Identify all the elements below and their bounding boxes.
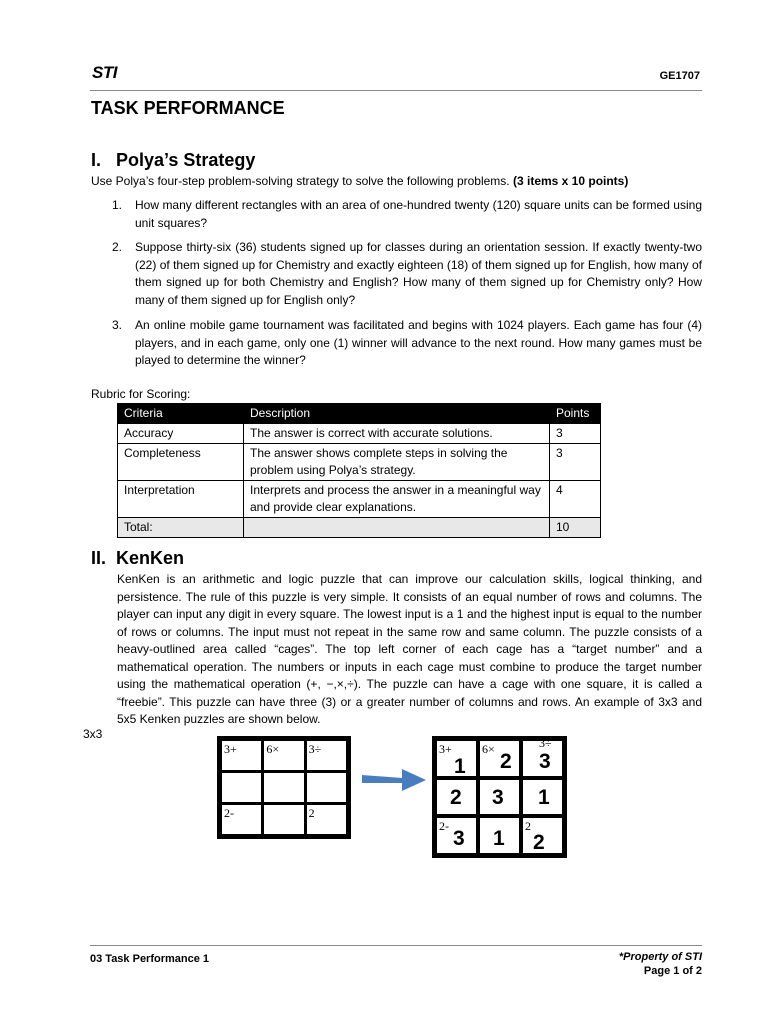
cage-clue: 3÷: [539, 736, 552, 750]
course-code: GE1707: [659, 70, 700, 82]
puzzle-cell: [222, 805, 261, 834]
table-cell: 3: [550, 444, 601, 481]
item-text: How many different rectangles with an area of one-hundred twenty (120) square units can be formed using unit squares?: [135, 198, 702, 230]
table-cell: 4: [550, 481, 601, 518]
intro-text: Use Polya’s four-step problem-solving strategy to solve the following problems.: [91, 174, 510, 188]
solution-value: 3: [492, 785, 504, 809]
cage-clue: 3+: [224, 742, 237, 756]
solution-cell: [437, 741, 476, 776]
section-2-number: II.: [91, 548, 107, 568]
kenken-description: KenKen is an arithmetic and logic puzzle that can improve our calculation skills, logical thinking, and persistence. The rule of this puzzle is very simple. It consists of an equal number of rows and columns. The player can input any digit in every square. The lowest input is a 1 and the highest input is equal to the number of rows or columns. The input must not repeat in the same row and same column. The puzzle consists of a heavy-outlined area called “cages”. The top left corner of each cage has a “target number” and a mathematical operation. The numbers or inputs in each cage must combine to produce the target number using the mathematical operation (+, −,×,÷). The puzzle can have a cage with one square, it is called a “freebie”. This puzzle can have three (3) or a greater number of columns and rows. An example of 3x3 and 5x5 Kenken puzzles are shown below.: [117, 572, 702, 726]
section-1-number: I.: [91, 150, 102, 170]
cage-clue: 3÷: [308, 742, 322, 756]
table-cell: The answer is correct with accurate solutions.: [244, 424, 550, 444]
table-row: [118, 444, 601, 481]
solution-value: 2: [533, 831, 545, 855]
table-cell: Completeness: [118, 444, 244, 481]
cage-clue: 6×: [482, 742, 495, 756]
solution-value: 2: [450, 785, 462, 809]
page-number: Page 1 of 2: [643, 965, 702, 977]
table-cell: 10: [550, 518, 601, 538]
solution-cell: [480, 780, 519, 815]
cage-clue: 6×: [266, 742, 280, 756]
solution-value: 1: [538, 785, 550, 809]
table-total-row: [118, 518, 601, 538]
table-row: [118, 424, 601, 444]
solution-cell: [523, 736, 562, 776]
cage-clue: 2-: [224, 806, 234, 820]
cage-clue: 3+: [439, 742, 452, 756]
solution-value: 1: [454, 755, 466, 778]
rubric-label: Rubric for Scoring:: [91, 387, 191, 401]
item-number: 1.: [112, 198, 123, 212]
table-cell: The answer shows complete steps in solving the problem using Polya’s strategy.: [244, 444, 550, 481]
page-title: TASK PERFORMANCE: [91, 98, 285, 118]
footer-right: [619, 950, 702, 978]
item-number: 2.: [112, 240, 123, 254]
footer-rule: [90, 945, 702, 946]
table-cell: Accuracy: [118, 424, 244, 444]
solution-cell: [480, 818, 519, 853]
table-cell: [244, 518, 550, 538]
footer-document-title: 03 Task Performance 1: [90, 953, 210, 965]
solution-cell: [437, 818, 476, 853]
puzzle-cell: [222, 773, 261, 802]
sti-logo: STI: [92, 63, 117, 82]
puzzle-cell: [264, 805, 303, 834]
solution-cell: [480, 741, 519, 776]
puzzle-cell: [222, 741, 261, 770]
section-1-intro: [91, 173, 628, 191]
arrow-right-icon: [362, 766, 428, 794]
puzzle-cell: [307, 805, 346, 834]
cage-clue: 2-: [439, 819, 449, 834]
puzzle-cell: [307, 773, 346, 802]
table-cell: Interpretation: [118, 481, 244, 518]
puzzle-cell: [264, 773, 303, 802]
table-row: [118, 481, 601, 518]
section-1-title: Polya’s Strategy: [116, 150, 256, 170]
section-1-heading: [91, 150, 255, 171]
table-header-row: [118, 404, 601, 424]
table-cell: 3: [550, 424, 601, 444]
item-text: An online mobile game tournament was facilitated and begins with 1024 players. Each game has four (4) players, and in each game, only one (1) winner will advance to the next round. How many games must be played to determine the winner?: [135, 318, 702, 367]
solution-value: 3: [453, 827, 465, 851]
list-item: [112, 239, 702, 309]
table-cell: Total:: [118, 518, 244, 538]
puzzle-cell: [264, 741, 303, 770]
footer-property: *Property of STI: [618, 951, 702, 963]
solution-cell: [437, 780, 476, 815]
item-number: 3.: [112, 318, 123, 332]
intro-points: (3 items x 10 points): [512, 174, 629, 188]
cage-clue: 2: [525, 819, 531, 834]
solution-value: 2: [500, 750, 512, 773]
rubric-table: [117, 403, 601, 538]
kenken-puzzle-grid: [217, 736, 351, 839]
header-rule: [90, 90, 702, 91]
column-header: Criteria: [118, 404, 244, 424]
list-item: [112, 317, 702, 370]
solution-value: 3: [539, 750, 551, 773]
puzzle-size-label: 3x3: [83, 727, 103, 741]
column-header: Description: [244, 404, 550, 424]
section-2-heading: [91, 548, 184, 569]
solution-value: 1: [493, 827, 505, 851]
table-cell: Interprets and process the answer in a meaningful way and provide clear explanations.: [244, 481, 550, 518]
cage-clue: 2: [308, 806, 315, 820]
puzzle-cell: [307, 741, 346, 770]
list-item: [112, 197, 702, 232]
solution-cell: [523, 780, 562, 815]
item-text: Suppose thirty-six (36) students signed up for classes during an orientation session. If exactly twenty-two (22) of them signed up for Chemistry and exactly eighteen (18) of them signed up for English, how many of them signed up for both Chemistry and English? How many of them signed up for Chemistry only? How many of them signed up for English only?: [135, 240, 702, 307]
solution-cell: [523, 818, 562, 853]
kenken-solution-grid: [432, 736, 567, 858]
column-header: Points: [550, 404, 601, 424]
section-2-title: KenKen: [116, 548, 185, 568]
